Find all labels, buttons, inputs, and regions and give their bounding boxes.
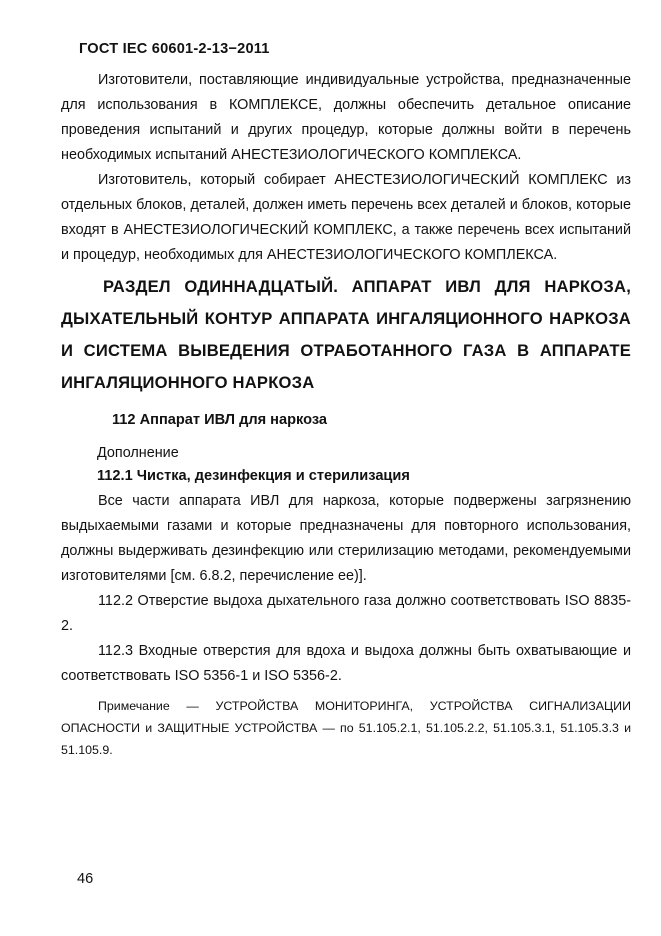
paragraph-112-2: 112.2 Отверстие выдоха дыхательного газа должно соответствовать ISO 8835-2.: [61, 593, 631, 634]
page-number: 46: [77, 871, 94, 887]
supplement-label: Дополнение: [97, 445, 179, 461]
paragraph-112-3: 112.3 Входные отверстия для вдоха и выдоха должны быть охватывающие и соответствовать ISO 5356-1 и ISO 5356-2.: [61, 643, 631, 684]
section-eleven-heading: РАЗДЕЛ ОДИННАДЦАТЫЙ. АППАРАТ ИВЛ ДЛЯ НАРКОЗА, ДЫХАТЕЛЬНЫЙ КОНТУР АППАРАТА ИНГАЛЯЦИОННОГО НАРКОЗА И СИСТЕМА ВЫВЕДЕНИЯ ОТРАБОТАННОГО ГАЗА В АППАРАТЕ ИНГАЛЯЦИОННОГО НАРКОЗА: [61, 277, 631, 392]
running-header: ГОСТ IEC 60601-2-13−2011: [79, 41, 270, 57]
clause-112-1-heading: 112.1 Чистка, дезинфекция и стерилизация: [97, 468, 410, 484]
note-paragraph: Примечание — УСТРОЙСТВА МОНИТОРИНГА, УСТРОЙСТВА СИГНАЛИЗАЦИИ ОПАСНОСТИ и ЗАЩИТНЫЕ УСТРОЙСТВА — по 51.105.2.1, 51.105.2.2, 51.105.3.1, 51.105.3.3 и 51.105.9.: [61, 699, 631, 757]
paragraph-assembler: Изготовитель, который собирает АНЕСТЕЗИОЛОГИЧЕСКИЙ КОМПЛЕКС из отдельных блоков, деталей, должен иметь перечень всех деталей и блоков, которые входят в АНЕСТЕЗИОЛОГИЧЕСКИЙ КОМПЛЕКС, а также перечень всех испытаний и процедур, необходимых для АНЕСТЕЗИОЛОГИЧЕСКОГО КОМПЛЕКСА.: [61, 172, 631, 263]
paragraph-112-1: Все части аппарата ИВЛ для наркоза, которые подвержены загрязнению выдыхаемыми газами и которые предназначены для повторного использования, должны выдерживать дезинфекцию или стерилизацию методами, рекомендуемыми изготовителями [см. 6.8.2, перечисление ее)].: [61, 493, 631, 584]
clause-112-heading: 112 Аппарат ИВЛ для наркоза: [112, 412, 328, 428]
paragraph-manufacturers: Изготовители, поставляющие индивидуальные устройства, предназначенные для использования в КОМПЛЕКСЕ, должны обеспечить детальное описание проведения испытаний и других процедур, которые должны войти в перечень необходимых испытаний АНЕСТЕЗИОЛОГИЧЕСКОГО КОМПЛЕКСА.: [61, 72, 631, 163]
